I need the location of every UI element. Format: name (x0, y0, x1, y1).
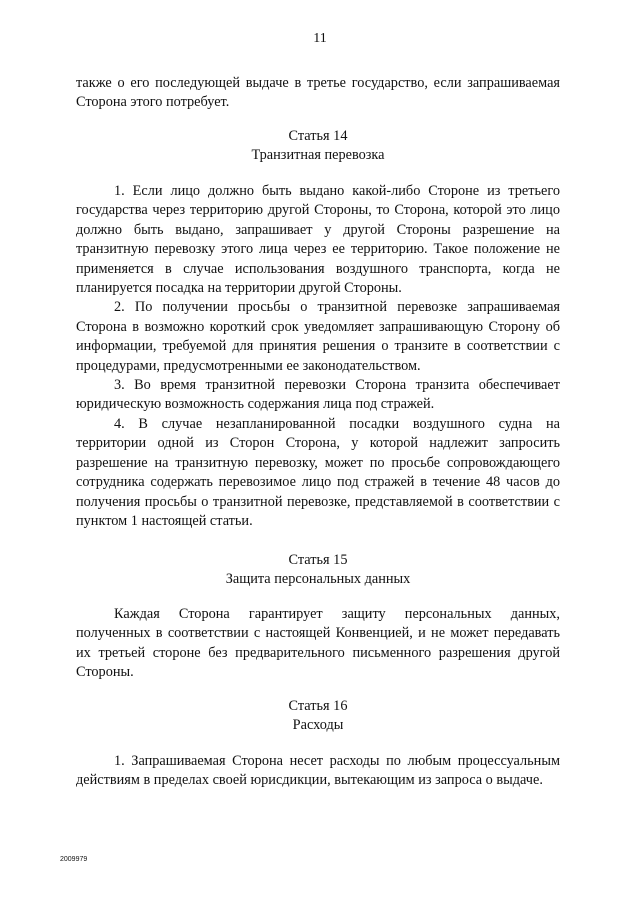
article-14-heading: Статья 14 (288, 128, 348, 144)
article-15-body (76, 605, 560, 683)
article-14-paragraph-1: 1. Если лицо должно быть выдано какой-либо Стороне из третьего государства через территорию другой Стороны, то Сторона, которой это лицо должно быть выдано, запрашивает у другой Стороны разрешение на транзитную перевозку этого лица через ее территорию. Такое положение не применяется в случае использования воздушного транспорта, когда не планируется посадка на территории другой Стороны. (76, 183, 560, 297)
article-16-heading: Статья 16 (288, 698, 348, 714)
page-number: 11 (313, 31, 327, 46)
article-15-heading: Статья 15 (288, 552, 348, 568)
article-15-title: Защита персональных данных (225, 571, 411, 588)
article-16-title: Расходы (292, 717, 344, 734)
document-code: 2009979 (60, 856, 88, 863)
intro-paragraph (76, 74, 560, 113)
article-16 (76, 697, 560, 736)
article-14-paragraph-3: 3. Во время транзитной перевозки Сторона транзита обеспечивает юридическую возможность содержания лица под стражей. (76, 377, 560, 413)
article-15 (76, 551, 560, 590)
article-14-paragraph-4: 4. В случае незапланированной посадки воздушного судна на территории одной из Сторон Сторона, у которой надлежит запросить разрешение на транзитную перевозку, может по просьбе сопровождающего сотрудника содержать перевозимое лицо под стражей в течение 48 часов до получения просьбы о транзитной перевозке, представляемой в соответствии с пунктом 1 настоящей статьи. (76, 415, 560, 529)
intro-text: также о его последующей выдаче в третье государство, если запрашиваемая Сторона этого потребует. (76, 75, 560, 111)
article-15-paragraph: Каждая Сторона гарантирует защиту персональных данных, полученных в соответствии с настоящей Конвенцией, и не может передавать их третьей стороне без предварительного письменного разрешения другой Стороны. (76, 606, 560, 681)
article-16-paragraph: 1. Запрашиваемая Сторона несет расходы по любым процессуальным действиям в пределах своей юрисдикции, вытекающим из запроса о выдаче. (76, 753, 560, 789)
article-14-paragraph-2: 2. По получении просьбы о транзитной перевозке запрашиваемая Сторона в возможно короткий срок уведомляет запрашивающую Сторону об информации, требуемой для принятия решения о транзите в соответствии с процедурами, предусмотренными ее законодательством. (76, 299, 560, 374)
article-16-body (76, 752, 560, 791)
article-14-title: Транзитная перевозка (251, 147, 385, 164)
article-14-body (76, 182, 560, 531)
article-14 (76, 127, 560, 166)
